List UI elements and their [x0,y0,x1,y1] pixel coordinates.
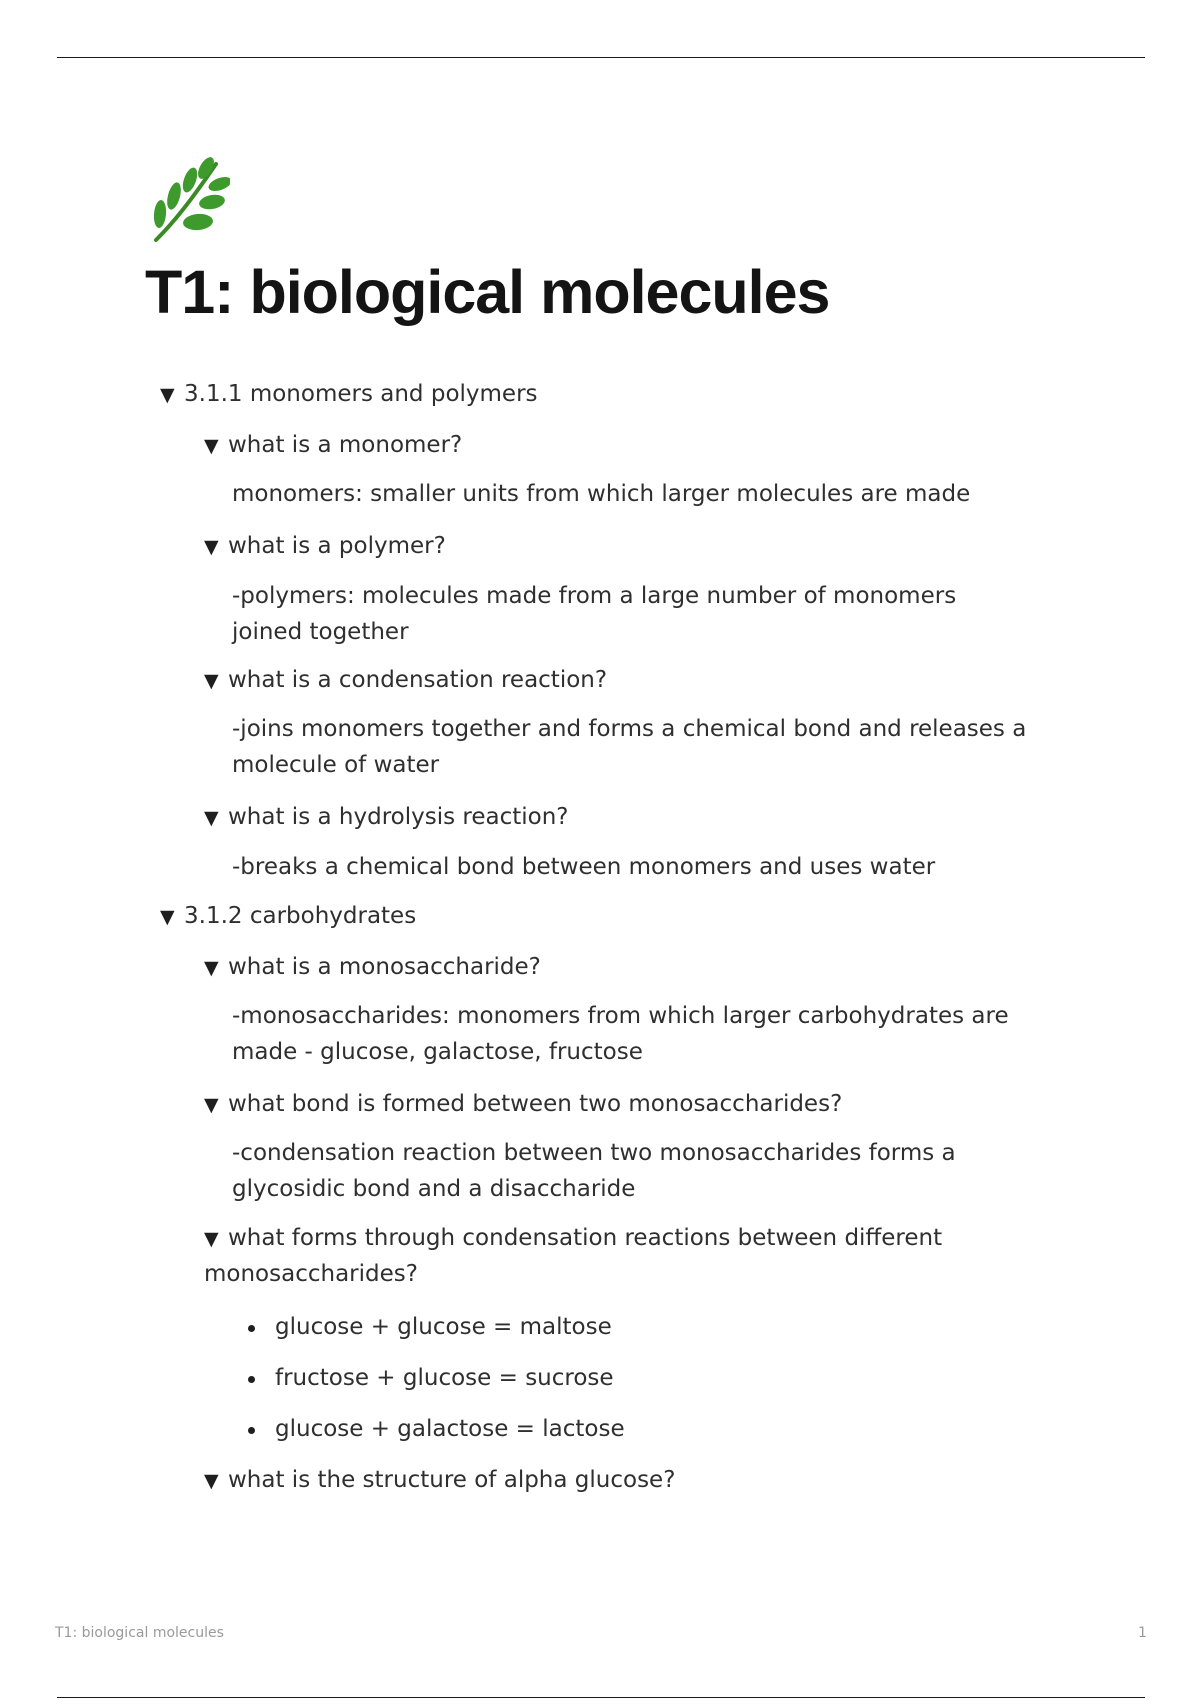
answer-text: glycosidic bond and a disaccharide [232,1176,636,1202]
toggle-question[interactable] [204,528,446,565]
answer-text: -monosaccharides: monomers from which larger carbohydrates are [232,1003,1009,1029]
question-text: what is the structure of alpha glucose? [228,1467,676,1493]
answer-text: molecule of water [232,752,440,778]
list-item: glucose + glucose = maltose [275,1314,612,1340]
list-item: glucose + galactose = lactose [275,1416,625,1442]
answer-text: made - glucose, galactose, fructose [232,1039,643,1065]
section-heading: 3.1.1 monomers and polymers [184,381,538,407]
page-number: 1 [1138,1625,1147,1641]
caret-down-icon[interactable]: ▼ [204,1470,219,1492]
top-rule [57,57,1145,58]
answer-text: -polymers: molecules made from a large number of monomers [232,583,957,609]
question-text: what is a hydrolysis reaction? [228,804,569,830]
answer-text: -breaks a chemical bond between monomers and uses water [232,854,936,880]
caret-down-icon[interactable]: ▼ [160,906,175,928]
toggle-question[interactable] [204,1220,942,1257]
question-text: monosaccharides? [204,1261,418,1287]
toggle-question[interactable] [204,427,462,464]
answer-text: -condensation reaction between two monosaccharides forms a [232,1140,956,1166]
toggle-section-carbohydrates[interactable] [160,898,416,935]
herb-icon [146,156,230,246]
bullet-dot [248,1376,255,1383]
footer-title: T1: biological molecules [55,1625,224,1641]
caret-down-icon[interactable]: ▼ [204,670,219,692]
caret-down-icon[interactable]: ▼ [204,536,219,558]
question-text: what is a monosaccharide? [228,954,541,980]
toggle-question[interactable] [204,1086,842,1123]
caret-down-icon[interactable]: ▼ [204,435,219,457]
list-item: fructose + glucose = sucrose [275,1365,614,1391]
answer-text: -joins monomers together and forms a chemical bond and releases a [232,716,1027,742]
answer-text: joined together [232,619,409,645]
toggle-section-monomers-polymers[interactable] [160,376,538,413]
toggle-question[interactable] [204,799,569,836]
caret-down-icon[interactable]: ▼ [160,384,175,406]
section-heading: 3.1.2 carbohydrates [184,903,417,929]
toggle-question[interactable] [204,1462,675,1499]
question-text: what bond is formed between two monosaccharides? [228,1091,843,1117]
page-title: T1: biological molecules [145,258,830,326]
caret-down-icon[interactable]: ▼ [204,1228,219,1250]
bullet-dot [248,1325,255,1332]
bottom-rule [57,1697,1145,1698]
question-text: what is a polymer? [228,533,446,559]
toggle-question[interactable] [204,949,541,986]
caret-down-icon[interactable]: ▼ [204,807,219,829]
question-text: what is a monomer? [228,432,463,458]
caret-down-icon[interactable]: ▼ [204,957,219,979]
question-text: what is a condensation reaction? [228,667,608,693]
answer-text: monomers: smaller units from which larger molecules are made [232,481,971,507]
question-text: what forms through condensation reactions between different [228,1225,943,1251]
caret-down-icon[interactable]: ▼ [204,1094,219,1116]
toggle-question[interactable] [204,662,607,699]
bullet-dot [248,1427,255,1434]
